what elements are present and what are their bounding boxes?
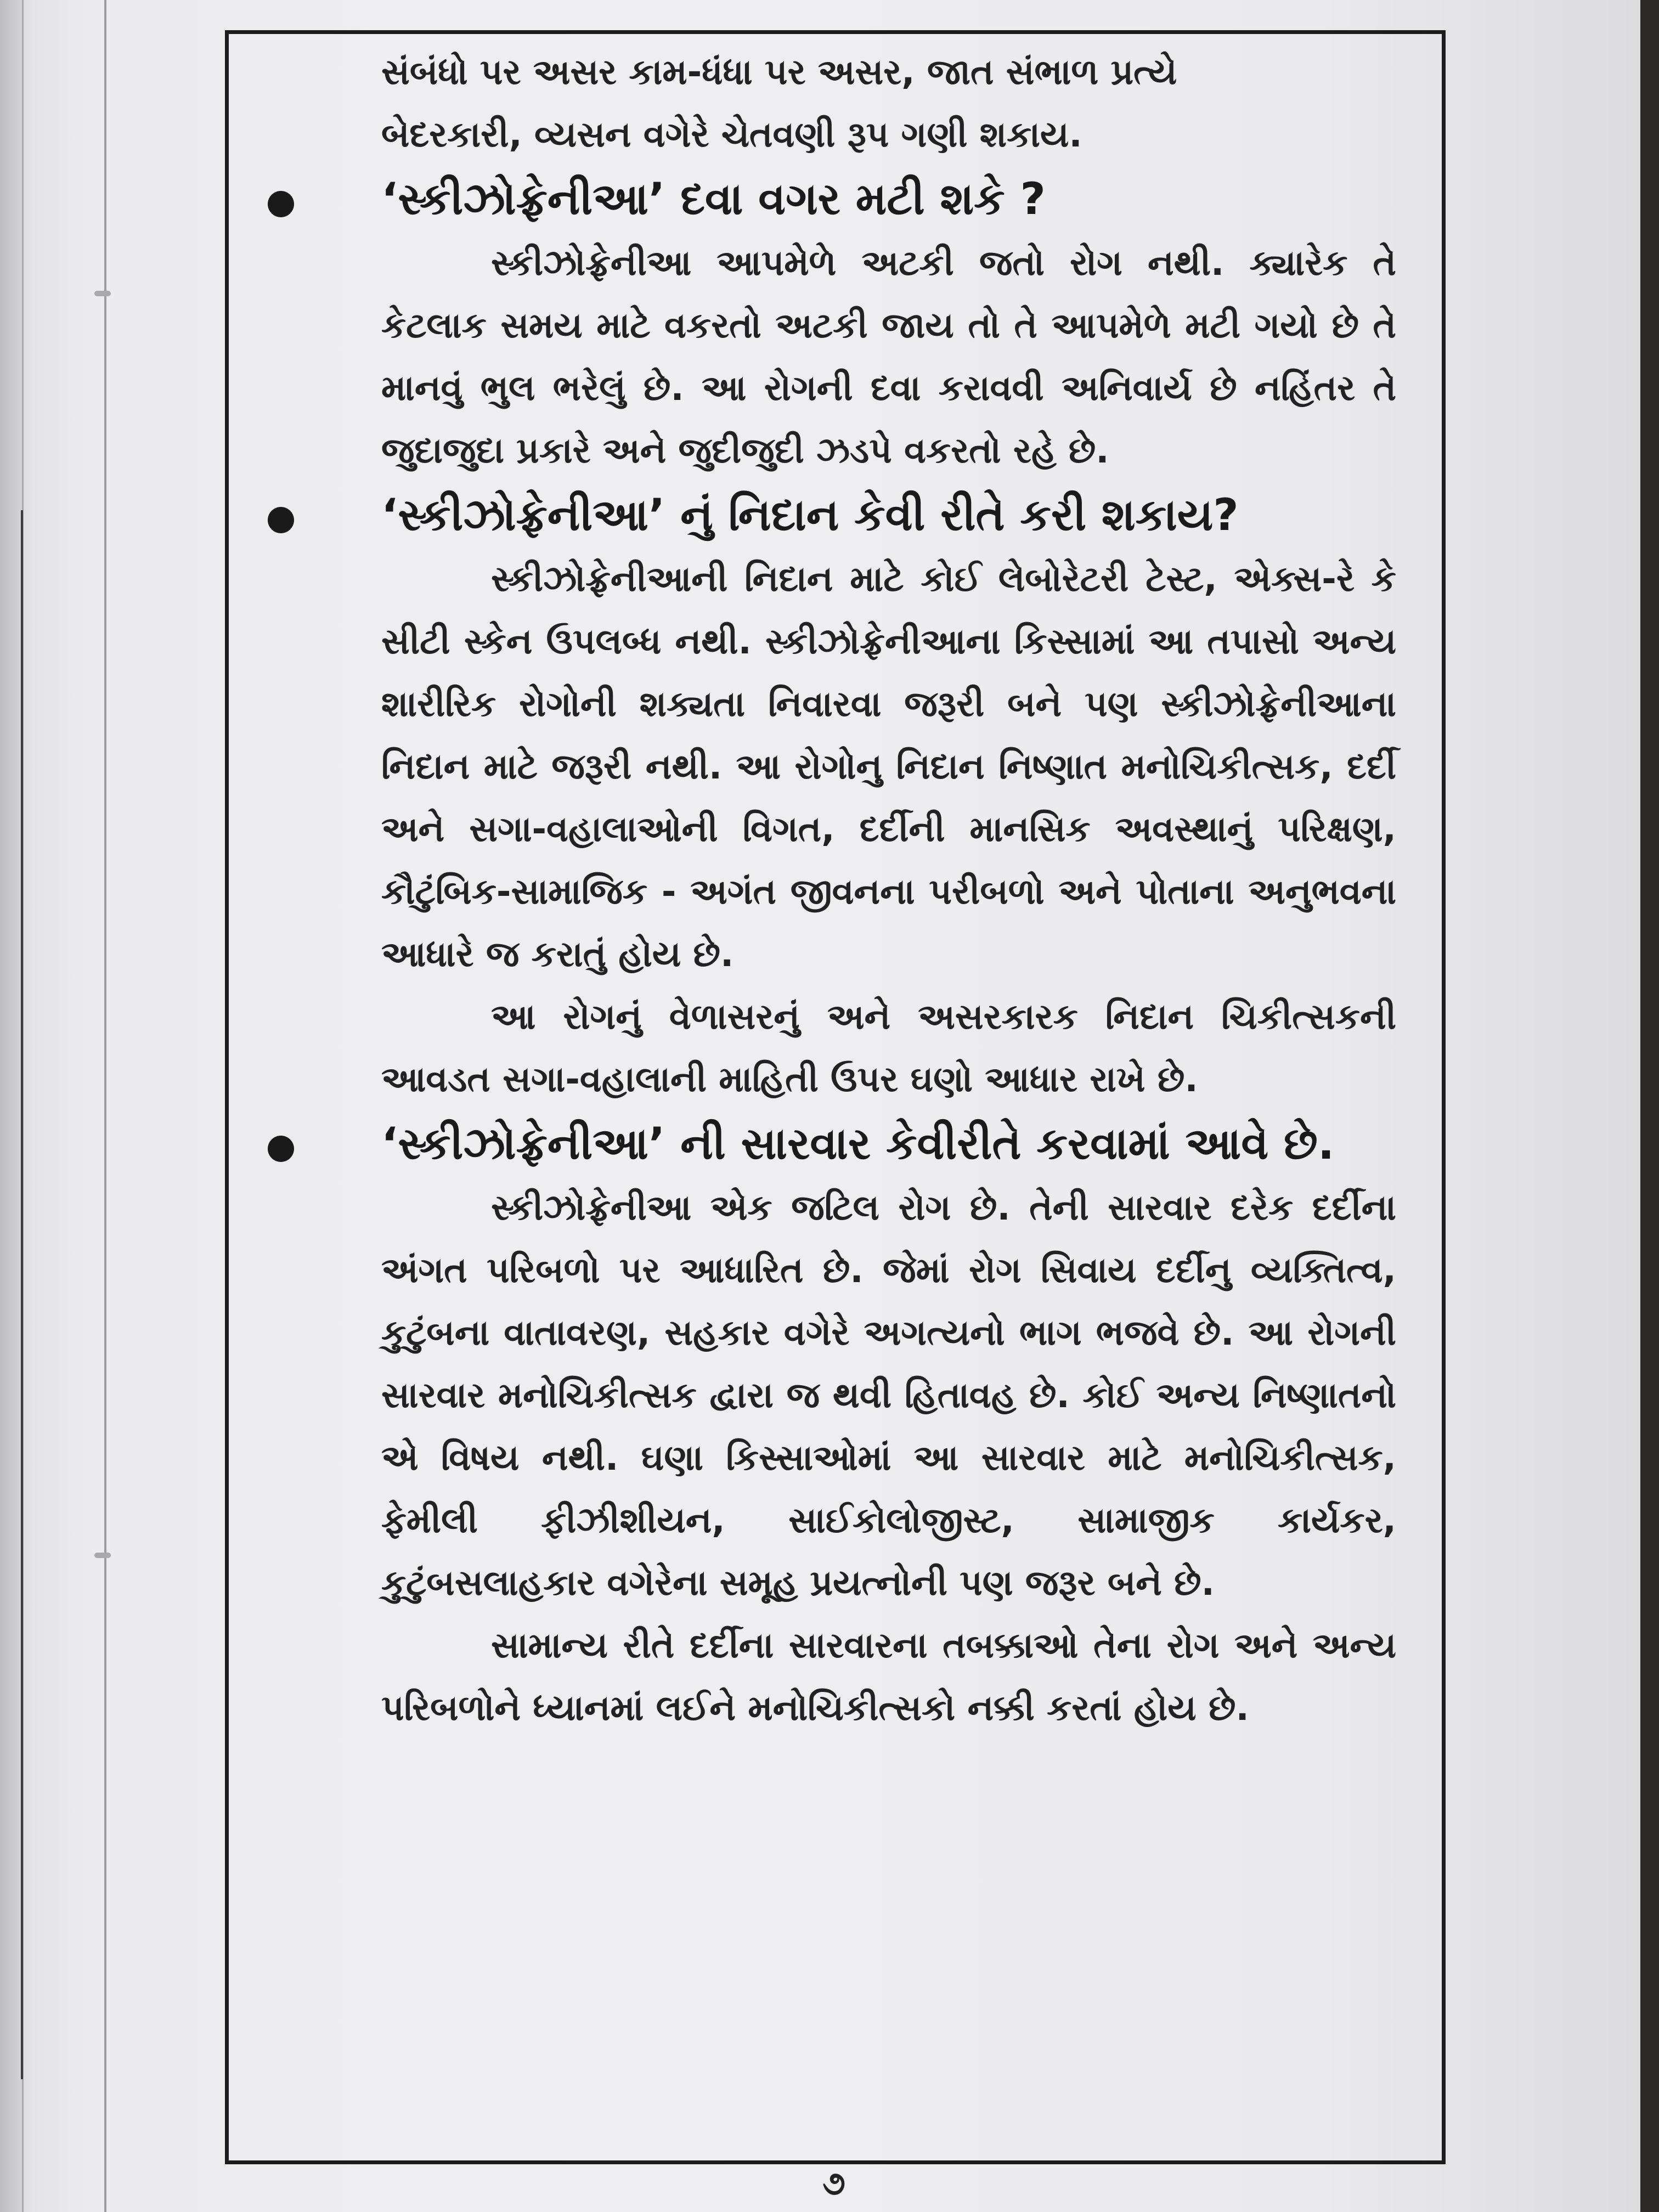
section-heading	[381, 1111, 1396, 1177]
bullet-icon	[268, 1136, 294, 1162]
previous-page-border	[0, 510, 23, 2079]
book-gutter	[104, 0, 106, 2212]
heading-text: ‘સ્કીઝોફ્રેનીઆ’ નું નિદાન કેવી રીતે કરી શકાય?	[381, 489, 1239, 540]
bullet-icon	[268, 191, 294, 217]
section-heading	[381, 482, 1396, 548]
paragraph: સ્કીઝોફ્રેનીઆ એક જટિલ રોગ છે. તેની સારવાર દરેક દર્દીના અંગત પરિબળો પર આધારિત છે. જેમાં રોગ સિવાય દર્દીનુ વ્યક્તિત્વ, કુટુંબના વાતાવરણ, સહકાર વગેરે અગત્યનો ભાગ ભજવે છે. આ રોગની સારવાર મનોચિકીત્સક દ્વારા જ થવી હિતાવહ છે. કોઈ અન્ય નિષ્ણાતનો એ વિષય નથી. ઘણા કિસ્સાઓમાં આ સારવાર માટે મનોચિકીત્સક, ફેમીલી ફીઝીશીયન, સાઈકોલોજીસ્ટ, સામાજીક કાર્યકર, કુટુંબસલાહકાર વગેરેના સમૂહ પ્રયત્નોની પણ જરૂર બને છે.	[381, 1188, 1396, 1604]
binding-staple	[94, 1553, 111, 1558]
paragraph: સ્કીઝોફ્રેનીઆની નિદાન માટે કોઈ લેબોરેટરી ટેસ્ટ, એક્સ-રે કે સીટી સ્કેન ઉપલબ્ધ નથી. સ્કીઝોફ્રેનીઆના કિસ્સામાં આ તપાસો અન્ય શારીરિક રોગોની શક્યતા નિવારવા જરૂરી બને પણ સ્કીઝોફ્રેનીઆના નિદાન માટે જરૂરી નથી. આ રોગોનુ નિદાન નિષ્ણાત મનોચિકીત્સક, દર્દી અને સગા-વહાલાઓની વિગત, દર્દીની માનસિક અવસ્થાનું પરિક્ષણ, કૌટુંબિક-સામાજિક - અગંત જીવનના પરીબળો અને પોતાના અનુભવના આધારે જ કરાતું હોય છે.	[381, 559, 1396, 975]
paragraph: સામાન્ય રીતે દર્દીના સારવારના તબક્કાઓ તેના રોગ અને અન્ય પરિબળોને ધ્યાનમાં લઈને મનોચિકીત્સકો નક્કી કરતાં હોય છે.	[381, 1626, 1396, 1729]
heading-text: ‘સ્કીઝોફ્રેનીઆ’ ની સારવાર કેવીરીતે કરવામાં આવે છે.	[381, 1118, 1335, 1169]
intro-line: બેદરકારી, વ્યસન વગેરે ચેતવણી રૂપ ગણી શકાય.	[381, 115, 1082, 155]
page-content	[381, 41, 1396, 1740]
intro-line: સંબંધો પર અસર કામ-ધંધા પર અસર, જાત સંભાળ પ્રત્યે	[381, 52, 1177, 93]
paragraph: સ્કીઝોફ્રેનીઆ આપમેળે અટકી જતો રોગ નથી. ક્યારેક તે કેટલાક સમય માટે વકરતો અટકી જાય તો તે આપમેળે મટી ગયો છે તે માનવું ભુલ ભરેલું છે. આ રોગની દવા કરાવવી અનિવાર્ય છે નહિંતર તે જુદાજુદા પ્રકારે અને જુદીજુદી ઝડપે વકરતો રહે છે.	[381, 243, 1396, 471]
heading-text: ‘સ્કીઝોફ્રેનીઆ’ દવા વગર મટી શકે ?	[381, 173, 1046, 224]
paragraph: આ રોગનું વેળાસરનું અને અસરકારક નિદાન ચિકીત્સકની આવડત સગા-વહાલાની માહિતી ઉપર ઘણો આધાર રાખે છે.	[381, 997, 1396, 1100]
page-number: ૭	[822, 2164, 845, 2203]
bullet-icon	[268, 507, 294, 533]
binding-staple	[94, 291, 111, 296]
section-heading	[381, 166, 1396, 232]
